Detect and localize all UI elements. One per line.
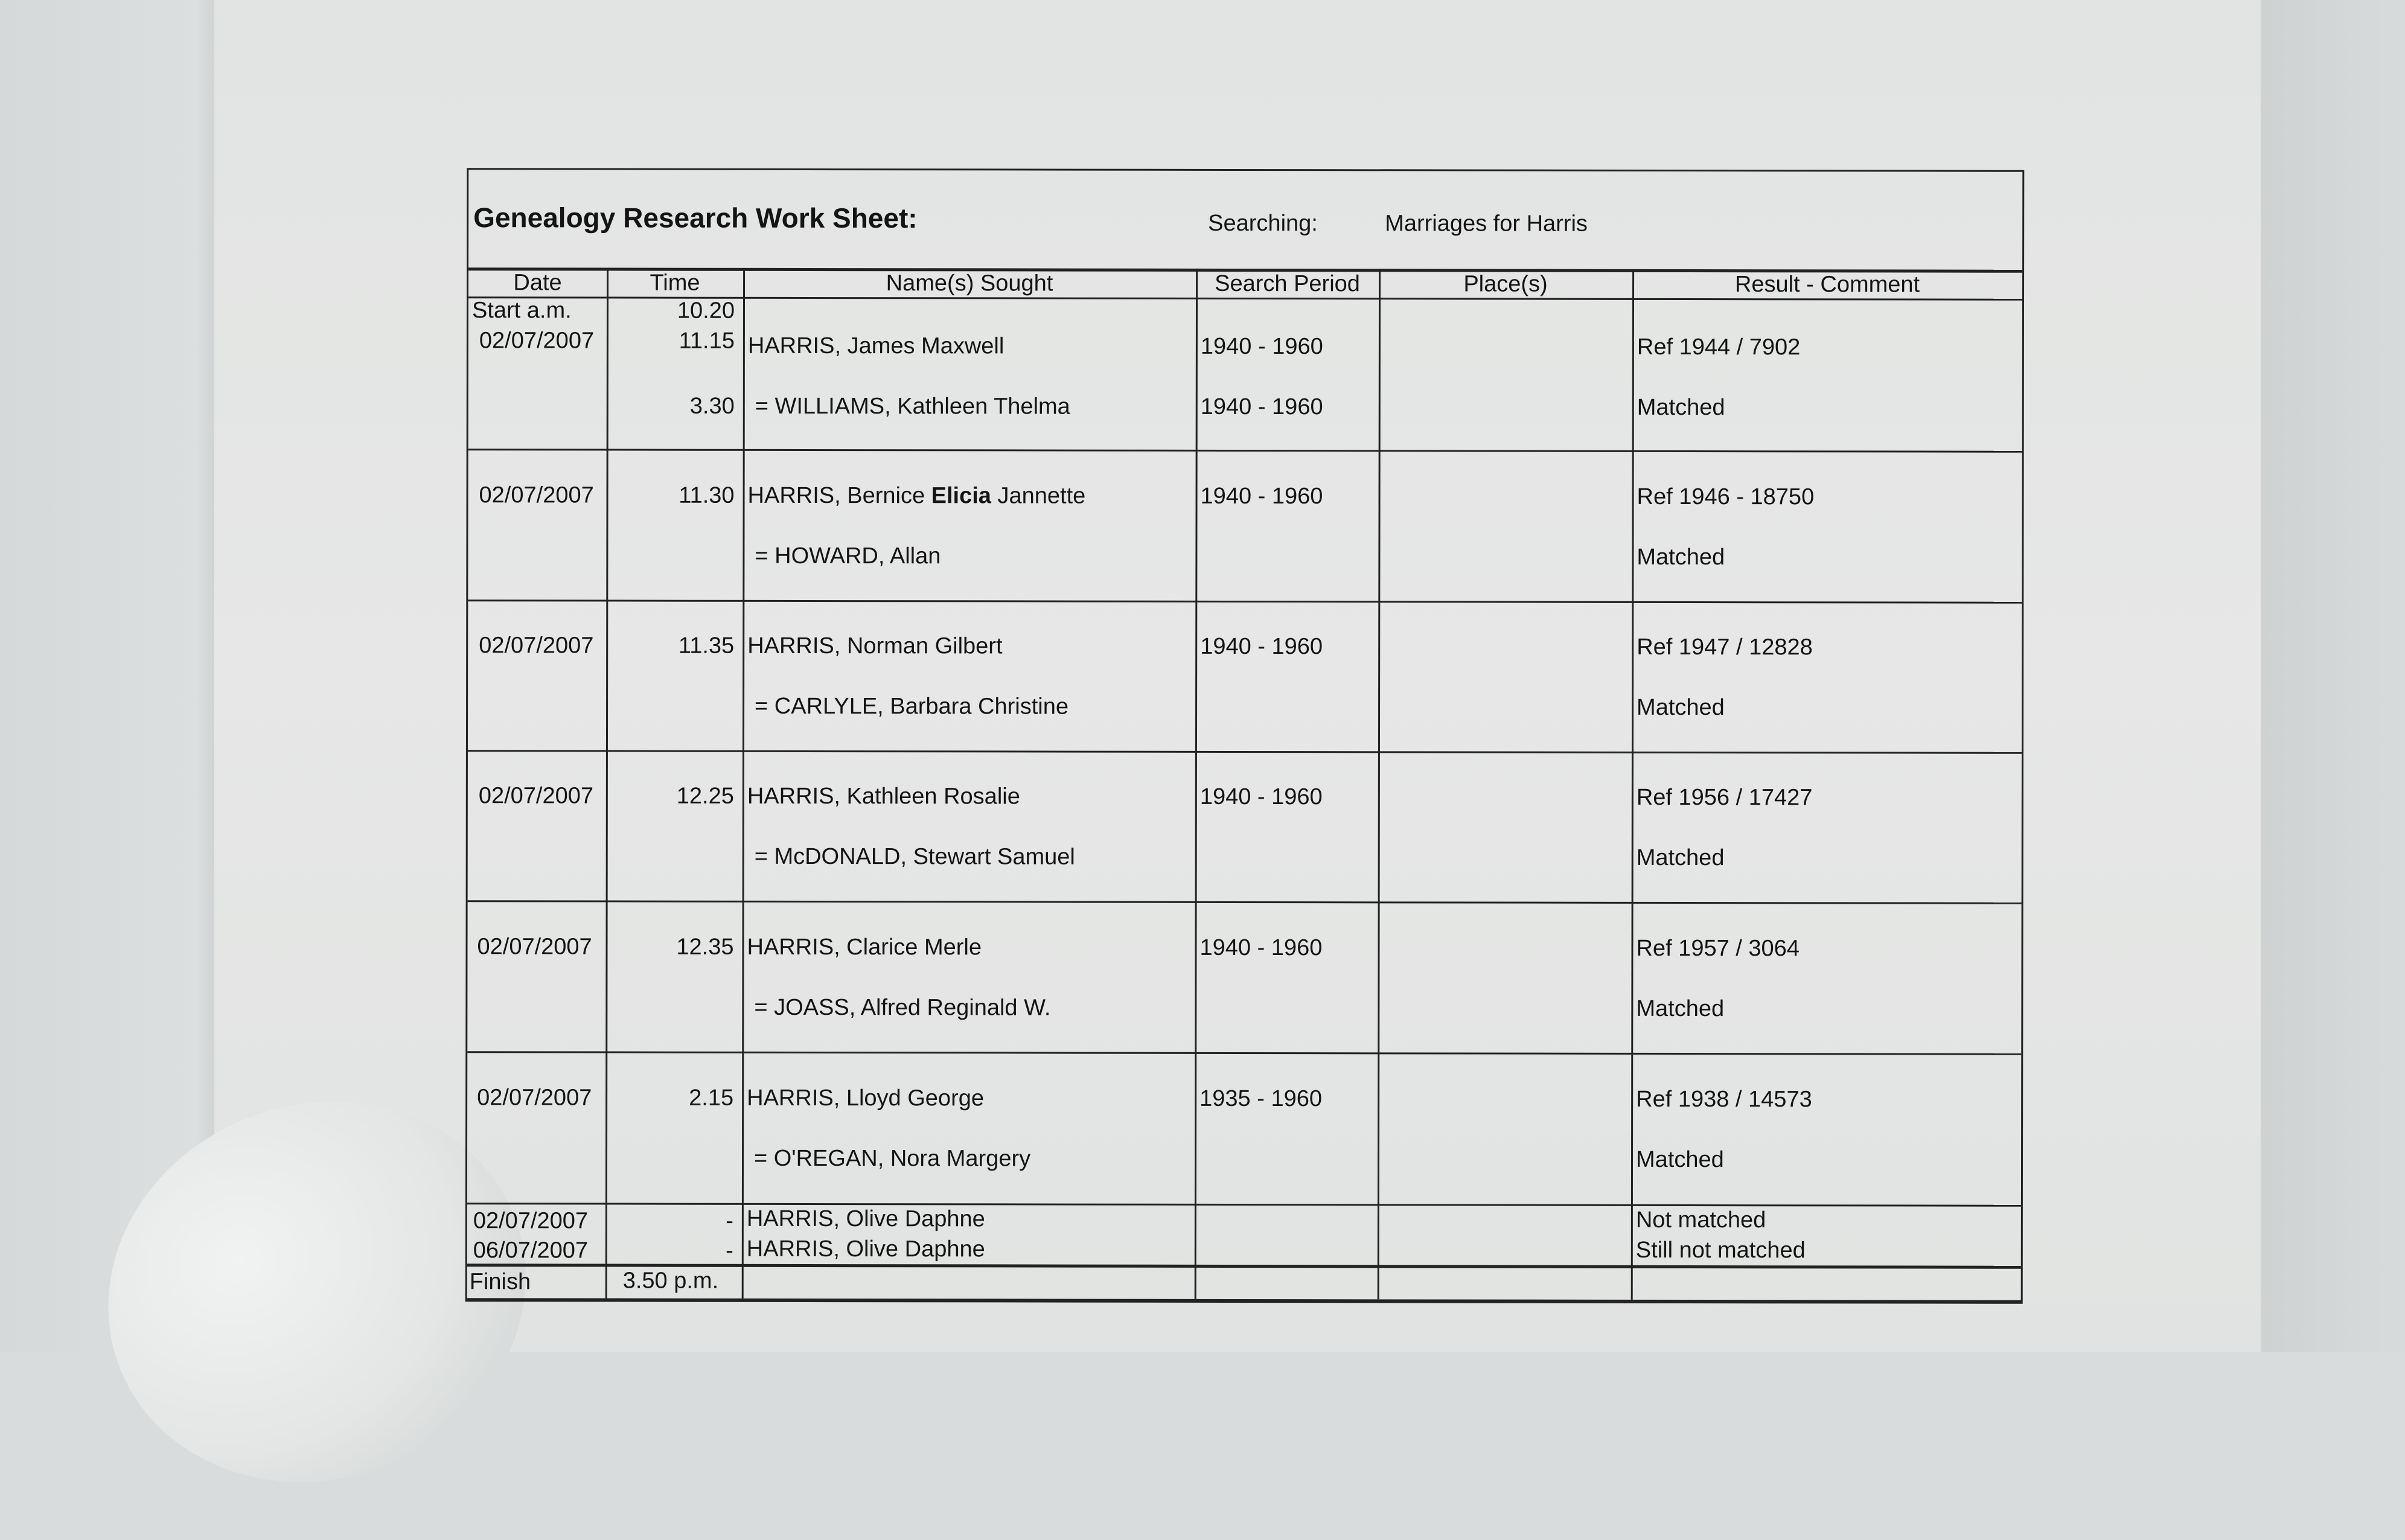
name-primary-part: Jannette bbox=[991, 483, 1086, 509]
row-divider bbox=[468, 449, 2022, 453]
column-divider bbox=[742, 268, 745, 1299]
result-status: Matched bbox=[1637, 694, 1725, 721]
column-header-time: Time bbox=[650, 270, 700, 296]
search-period: 1935 - 1960 bbox=[1199, 1085, 1323, 1112]
row-divider bbox=[468, 599, 2022, 604]
search-period: 1940 - 1960 bbox=[1200, 333, 1323, 360]
row-date: 02/07/2007 bbox=[479, 633, 594, 659]
name-spouse: = CARLYLE, Barbara Christine bbox=[755, 693, 1069, 720]
row-time-second: 3.30 bbox=[689, 393, 735, 419]
name-spouse: = McDONALD, Stewart Samuel bbox=[754, 843, 1075, 870]
row-date: 02/07/2007 bbox=[473, 1208, 589, 1234]
searching-value: Marriages for Harris bbox=[1385, 211, 1588, 237]
row-divider bbox=[467, 1203, 2021, 1207]
row-time: 11.30 bbox=[679, 482, 735, 508]
result-status: Matched bbox=[1636, 995, 1725, 1022]
search-period-second: 1940 - 1960 bbox=[1200, 394, 1323, 420]
name-primary: HARRIS, Norman Gilbert bbox=[747, 633, 1003, 659]
row-time-second: - bbox=[726, 1238, 733, 1264]
row-date: 02/07/2007 bbox=[477, 934, 592, 960]
column-header-names: Name(s) Sought bbox=[886, 270, 1053, 296]
column-divider bbox=[1631, 269, 1634, 1300]
worksheet-table bbox=[465, 168, 2025, 1304]
name-primary: HARRIS, Kathleen Rosalie bbox=[747, 783, 1020, 810]
result-status: Matched bbox=[1636, 845, 1725, 871]
column-header-row bbox=[468, 267, 2022, 301]
result-reference: Ref 1947 / 12828 bbox=[1637, 634, 1813, 660]
column-header-period: Search Period bbox=[1215, 270, 1360, 297]
column-divider bbox=[1378, 269, 1381, 1299]
worksheet-title: Genealogy Research Work Sheet: bbox=[473, 202, 918, 234]
row-time: - bbox=[726, 1208, 733, 1234]
name-primary-bold-part: Elicia bbox=[931, 483, 991, 509]
name-primary: HARRIS, Olive Daphne bbox=[746, 1206, 985, 1232]
name-primary-part: HARRIS, Bernice bbox=[747, 482, 931, 509]
result-status: Not matched bbox=[1635, 1207, 1766, 1233]
row-divider bbox=[468, 750, 2022, 754]
result-status: Matched bbox=[1635, 1146, 1724, 1173]
start-label: Start a.m. bbox=[471, 298, 572, 324]
column-header-date: Date bbox=[513, 270, 562, 296]
row-date: 02/07/2007 bbox=[477, 1085, 592, 1111]
name-secondary: HARRIS, Olive Daphne bbox=[746, 1236, 985, 1262]
finish-time: 3.50 p.m. bbox=[622, 1268, 719, 1294]
background-right bbox=[2260, 0, 2405, 1352]
search-period: 1940 - 1960 bbox=[1200, 633, 1323, 660]
name-primary: HARRIS, Clarice Merle bbox=[747, 934, 982, 960]
name-spouse: = O'REGAN, Nora Margery bbox=[753, 1145, 1031, 1172]
result-reference: Ref 1956 / 17427 bbox=[1636, 784, 1813, 811]
row-date: 02/07/2007 bbox=[479, 482, 594, 508]
start-time: 10.20 bbox=[677, 298, 735, 324]
search-period: 1940 - 1960 bbox=[1200, 483, 1323, 510]
column-divider bbox=[1195, 269, 1198, 1299]
row-time: 2.15 bbox=[689, 1085, 734, 1111]
background-left bbox=[0, 0, 217, 1352]
row-date: 02/07/2007 bbox=[478, 783, 594, 809]
name-primary: HARRIS, Lloyd George bbox=[747, 1085, 985, 1111]
row-time: 11.15 bbox=[679, 328, 735, 354]
name-primary: HARRIS, James Maxwell bbox=[747, 333, 1004, 359]
name-spouse: = JOASS, Alfred Reginald W. bbox=[754, 994, 1051, 1021]
name-primary bbox=[748, 483, 1086, 510]
result-reference: Ref 1957 / 3064 bbox=[1636, 935, 1800, 962]
result-status: Matched bbox=[1637, 394, 1725, 421]
row-time: 11.35 bbox=[678, 633, 735, 659]
row-date: 02/07/2007 bbox=[479, 328, 595, 354]
finish-label: Finish bbox=[469, 1269, 531, 1295]
row-time: 12.35 bbox=[676, 934, 734, 960]
search-period: 1940 - 1960 bbox=[1199, 935, 1323, 961]
result-reference: Ref 1944 / 7902 bbox=[1637, 334, 1801, 360]
result-status: Matched bbox=[1637, 544, 1725, 570]
result-reference: Ref 1938 / 14573 bbox=[1636, 1086, 1812, 1113]
row-time: 12.25 bbox=[676, 783, 734, 809]
name-spouse: = WILLIAMS, Kathleen Thelma bbox=[755, 393, 1070, 420]
name-spouse: = HOWARD, Allan bbox=[755, 543, 941, 569]
column-header-places: Place(s) bbox=[1463, 271, 1548, 297]
row-divider bbox=[468, 900, 2022, 904]
row-date-second: 06/07/2007 bbox=[473, 1238, 589, 1264]
searching-label: Searching: bbox=[1208, 210, 1318, 237]
search-period: 1940 - 1960 bbox=[1199, 784, 1323, 810]
result-status-second: Still not matched bbox=[1635, 1237, 1806, 1264]
column-header-result: Result - Comment bbox=[1734, 272, 1920, 298]
result-reference: Ref 1946 - 18750 bbox=[1637, 484, 1815, 510]
row-divider bbox=[467, 1051, 2021, 1055]
worksheet-header bbox=[468, 170, 2022, 273]
